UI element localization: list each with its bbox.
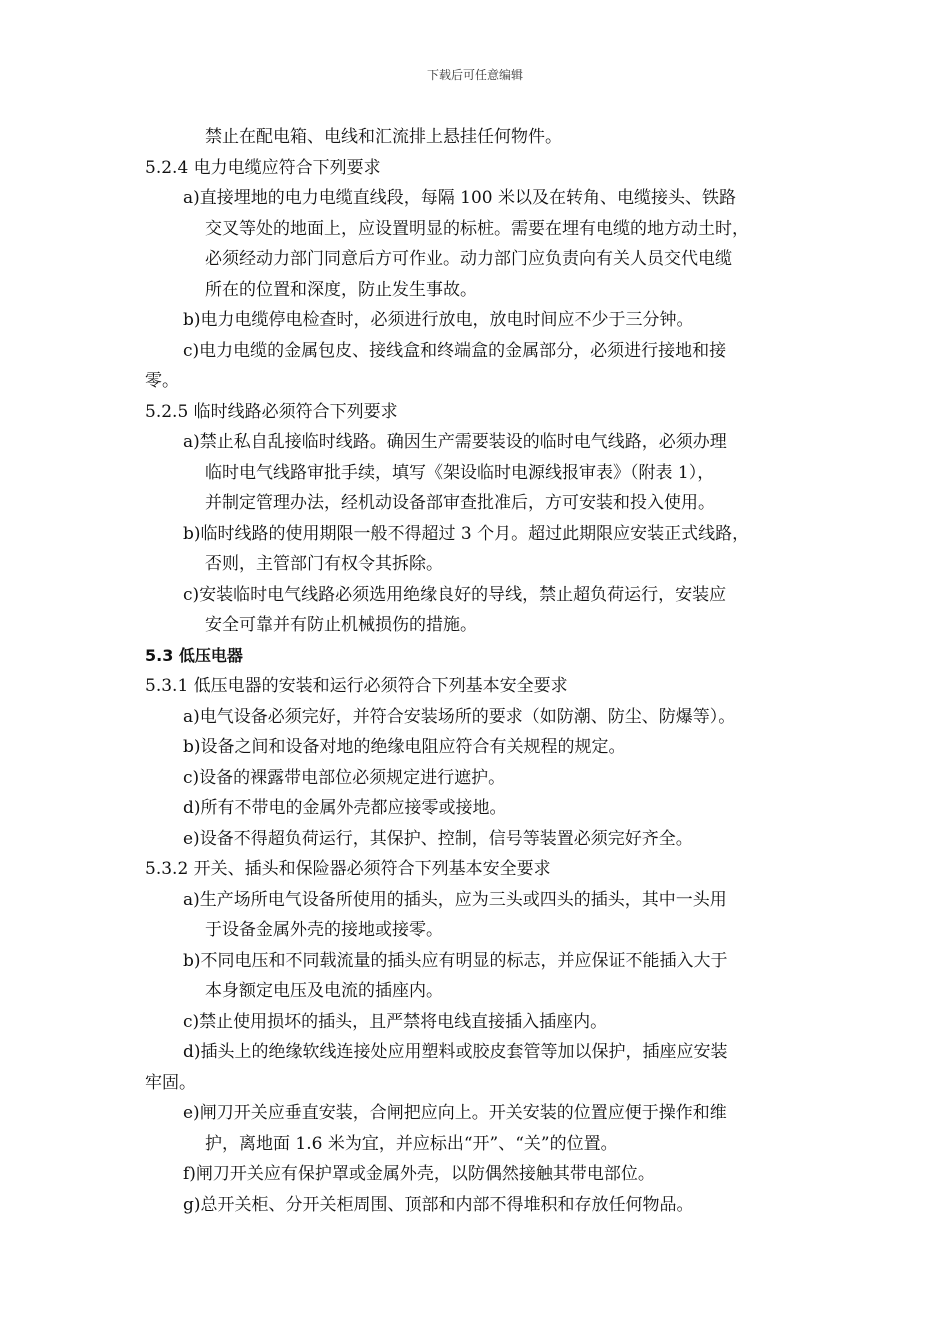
- list-item-b: b)电力电缆停电检查时，必须进行放电，放电时间应不少于三分钟。: [183, 310, 694, 330]
- list-item-f: f)闸刀开关应有保护罩或金属外壳，以防偶然接触其带电部位。: [183, 1164, 655, 1184]
- list-item-d: d)所有不带电的金属外壳都应接零或接地。: [183, 798, 507, 818]
- text-line: 护，离地面 1.6 米为宜，并应标出“开”、“关”的位置。: [205, 1133, 618, 1154]
- section-heading-5-2-5: 5.2.5 临时线路必须符合下列要求: [145, 401, 398, 422]
- list-item-b: b)设备之间和设备对地的绝缘电阻应符合有关规程的规定。: [183, 737, 626, 757]
- list-item-d: d)插头上的绝缘软线连接处应用塑料或胶皮套管等加以保护，插座应安装: [183, 1042, 728, 1062]
- list-item-a: a)直接埋地的电力电缆直线段，每隔 100 米以及在转角、电缆接头、铁路: [183, 188, 737, 208]
- text-line: 必须经动力部门同意后方可作业。动力部门应负责向有关人员交代电缆: [205, 249, 732, 269]
- list-item-a: a)禁止私自乱接临时线路。确因生产需要装设的临时电气线路，必须办理: [183, 432, 727, 452]
- list-item-a: a)生产场所电气设备所使用的插头，应为三头或四头的插头，其中一头用: [183, 889, 727, 910]
- list-item-c: c)安装临时电气线路必须选用绝缘良好的导线，禁止超负荷运行，安装应: [183, 584, 727, 605]
- list-item-e: e)设备不得超负荷运行，其保护、控制，信号等装置必须完好齐全。: [183, 828, 693, 849]
- document-body: [145, 122, 825, 1220]
- text-line: 牢固。: [145, 1072, 196, 1093]
- section-heading-5-3: 5.3 低压电器: [145, 645, 243, 665]
- list-item-c: c)禁止使用损坏的插头，且严禁将电线直接插入插座内。: [183, 1011, 608, 1032]
- list-item-a: a)电气设备必须完好，并符合安装场所的要求（如防潮、防尘、防爆等）。: [183, 706, 736, 727]
- page-header-note: 下载后可任意编辑: [426, 68, 523, 82]
- section-heading-5-3-1: 5.3.1 低压电器的安装和运行必须符合下列基本安全要求: [145, 676, 568, 696]
- text-line: 并制定管理办法，经机动设备部审查批准后，方可安装和投入使用。: [205, 493, 715, 513]
- section-heading-5-2-4: 5.2.4 电力电缆应符合下列要求: [145, 157, 381, 178]
- list-item-b: b)临时线路的使用期限一般不得超过 3 个月。超过此期限应安装正式线路，: [183, 523, 750, 544]
- list-item-c: c)电力电缆的金属包皮、接线盒和终端盒的金属部分，必须进行接地和接: [183, 340, 727, 361]
- list-item-c: c)设备的裸露带电部位必须规定进行遮护。: [183, 767, 506, 788]
- list-item-g: g)总开关柜、分开关柜周围、顶部和内部不得堆积和存放任何物品。: [183, 1194, 694, 1215]
- text-line: 于设备金属外壳的接地或接零。: [205, 920, 443, 940]
- text-line: 所在的位置和深度，防止发生事故。: [205, 279, 477, 300]
- text-line: 本身额定电压及电流的插座内。: [205, 981, 443, 1001]
- text-line: 零。: [145, 371, 179, 391]
- text-line: 否则，主管部门有权令其拆除。: [205, 554, 443, 574]
- text-line: 禁止在配电箱、电线和汇流排上悬挂任何物件。: [205, 127, 562, 147]
- section-heading-5-3-2: 5.3.2 开关、插头和保险器必须符合下列基本安全要求: [145, 859, 551, 879]
- list-item-e: e)闸刀开关应垂直安装，合闸把应向上。开关安装的位置应便于操作和维: [183, 1103, 727, 1123]
- text-line: 临时电气线路审批手续，填写《架设临时电源线报审表》（附表 1），: [205, 462, 715, 483]
- text-line: 交叉等处的地面上，应设置明显的标桩。需要在埋有电缆的地方动土时，: [205, 218, 749, 239]
- text-line: 安全可靠并有防止机械损伤的措施。: [205, 615, 477, 635]
- list-item-b: b)不同电压和不同载流量的插头应有明显的标志，并应保证不能插入大于: [183, 950, 728, 971]
